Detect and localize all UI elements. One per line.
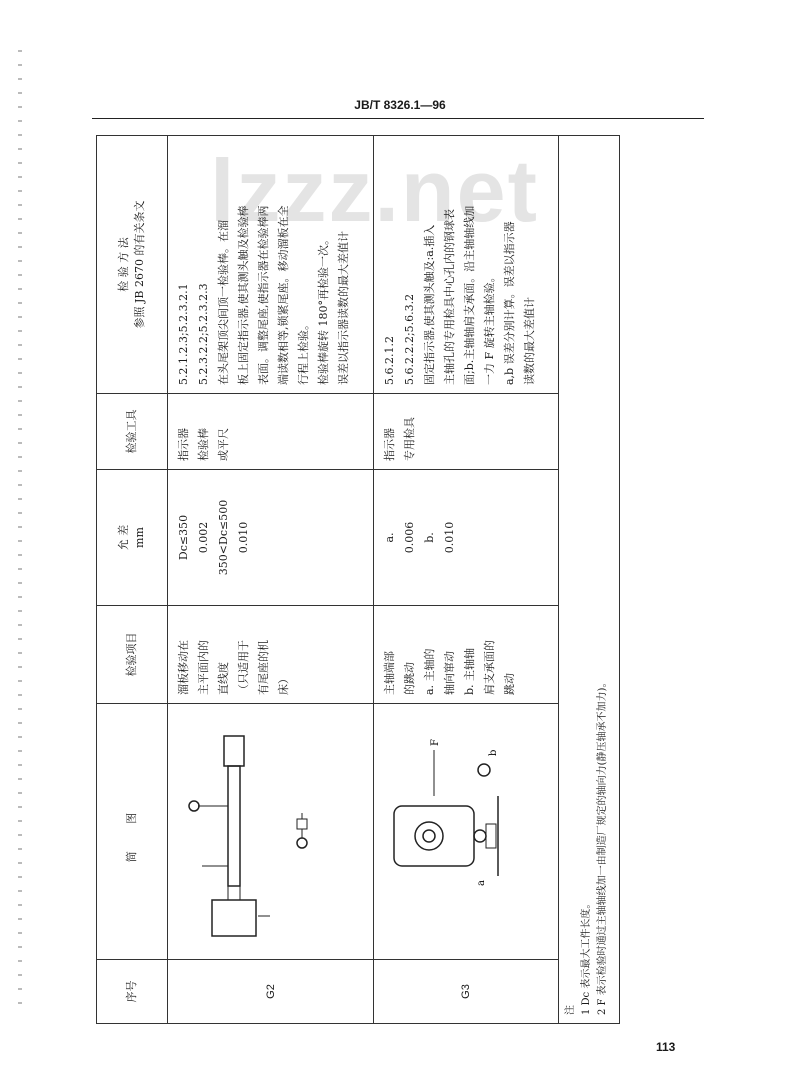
tolerance-line: 350<Dc≤500: [217, 499, 230, 576]
header-tools: 检验工具: [97, 394, 168, 470]
diagram-g3: [374, 704, 559, 960]
tool-line: 检验棒: [197, 428, 210, 461]
tolerance-line: b.: [423, 532, 437, 543]
method-line: 误差以指示器读数的最大差值计: [337, 231, 350, 385]
header-no: 序号: [97, 960, 168, 1024]
page-number: 113: [656, 1040, 676, 1054]
method-line: 行程上检验。: [297, 319, 310, 385]
notes-label: 注: [565, 1005, 577, 1015]
table-row-g3: [374, 136, 559, 1024]
tool-line: 或平尺: [217, 428, 230, 461]
row-no: G2: [168, 960, 374, 1024]
item-g2: [168, 606, 374, 704]
method-line: 表面。调整尾座,使指示器在检验棒两: [257, 205, 270, 385]
point-b-label: b: [488, 750, 500, 757]
method-line: 板上固定指示器,使其测头触及检验棒: [237, 205, 250, 385]
item-line: 直线度: [217, 662, 230, 695]
method-line: 5.6.2.2.2;5.6.3.2: [403, 293, 417, 385]
spindle-runout-diagram: [384, 717, 504, 947]
header-diagram-label: 简 图: [125, 800, 138, 863]
notes-cell: [559, 136, 620, 1024]
tolerance-line: Dc≤350: [177, 514, 190, 561]
item-line: 溜板移动在: [177, 640, 190, 695]
method-line: 读数的最大差值计: [523, 297, 537, 385]
force-label: F: [430, 739, 442, 747]
method-line: 5.6.2.1.2: [383, 336, 397, 385]
table-header-row: [97, 136, 168, 1024]
header-method-title: 检 验 方 法: [117, 237, 130, 292]
tolerance-g3: [374, 470, 559, 606]
item-line: 的跳动: [403, 662, 417, 695]
method-line: 在头尾架顶尖间顶一检验棒。在溜: [217, 220, 230, 385]
item-g3: [374, 606, 559, 704]
item-line: 床）: [277, 673, 290, 695]
method-line: 检验棒旋转 180°再检验一次。: [317, 234, 330, 385]
rotated-table-block: [96, 136, 620, 1024]
method-line: 主轴孔的专用检具中心孔内的钢球表: [443, 209, 457, 385]
method-line: 面;b.主轴轴肩支承面。沿主轴轴线加: [463, 205, 477, 385]
watermark: lzzz.net: [210, 141, 539, 240]
item-line: 有尾座的机: [257, 640, 270, 695]
item-line: b. 主轴轴: [463, 647, 477, 695]
tools-g3: [374, 394, 559, 470]
tolerance-line: 0.006: [403, 521, 417, 554]
tool-line: 专用检具: [403, 417, 417, 461]
tolerance-line: 0.002: [197, 521, 210, 554]
method-line: 5.2.3.2.2;5.2.3.2.3: [197, 283, 210, 385]
item-line: a. 主轴的: [423, 648, 437, 695]
tool-line: 指示器: [383, 428, 397, 461]
header-item: 检验项目: [97, 606, 168, 704]
point-a-label: a: [476, 880, 488, 887]
table-row-g2: [168, 136, 374, 1024]
indicator-symbol: [282, 812, 322, 852]
header-method-ref: 参照 JB 2670 的有关条文: [133, 200, 146, 329]
tools-g2: [168, 394, 374, 470]
method-line: 5.2.1.2.3;5.2.3.2.1: [177, 283, 190, 385]
header-method: [97, 136, 168, 394]
page-header: JB/T 8326.1—96: [354, 98, 446, 112]
method-line: 固定指示器,使其测头触及:a.插入: [423, 224, 437, 385]
row-no: G3: [374, 960, 559, 1024]
tolerance-line: 0.010: [443, 521, 457, 554]
note-item: 1 Dc 表示最大工件长度。: [581, 898, 593, 1015]
method-line: 端读数相等,锁紧尾座。移动溜板在全: [277, 205, 290, 385]
item-line: 主平面内的: [197, 640, 210, 695]
tolerance-line: 0.010: [237, 521, 250, 554]
inspection-table: [96, 135, 620, 1024]
method-line: 一力 F 旋转主轴检验。: [483, 271, 497, 385]
header-rule: [92, 118, 704, 119]
item-line: 跳动: [503, 673, 517, 695]
method-line: a,b 误差分别计算。误差以指示器: [503, 221, 517, 385]
binding-dots: [18, 50, 22, 1010]
method-g2: [168, 136, 374, 394]
item-line: 主轴端部: [383, 651, 397, 695]
header-tolerance-title: 允 差: [117, 524, 130, 551]
item-line: 肩支承面的: [483, 640, 497, 695]
tolerance-line: a.: [383, 532, 397, 543]
diagram-g2: [168, 704, 374, 960]
tolerance-g2: [168, 470, 374, 606]
tool-line: 指示器: [177, 428, 190, 461]
method-g3: [374, 136, 559, 394]
table-notes-row: [559, 136, 620, 1024]
test-bar-diagram: [178, 717, 278, 947]
item-line: 轴向窜动: [443, 651, 457, 695]
header-tolerance-unit: mm: [133, 527, 146, 548]
header-diagram: [97, 704, 168, 960]
item-line: （只适用于: [237, 640, 250, 695]
note-item: 2 F 表示检验时通过主轴轴线加一由制造厂规定的轴向力(静压轴承不加力)。: [597, 677, 609, 1015]
header-tolerance: [97, 470, 168, 606]
